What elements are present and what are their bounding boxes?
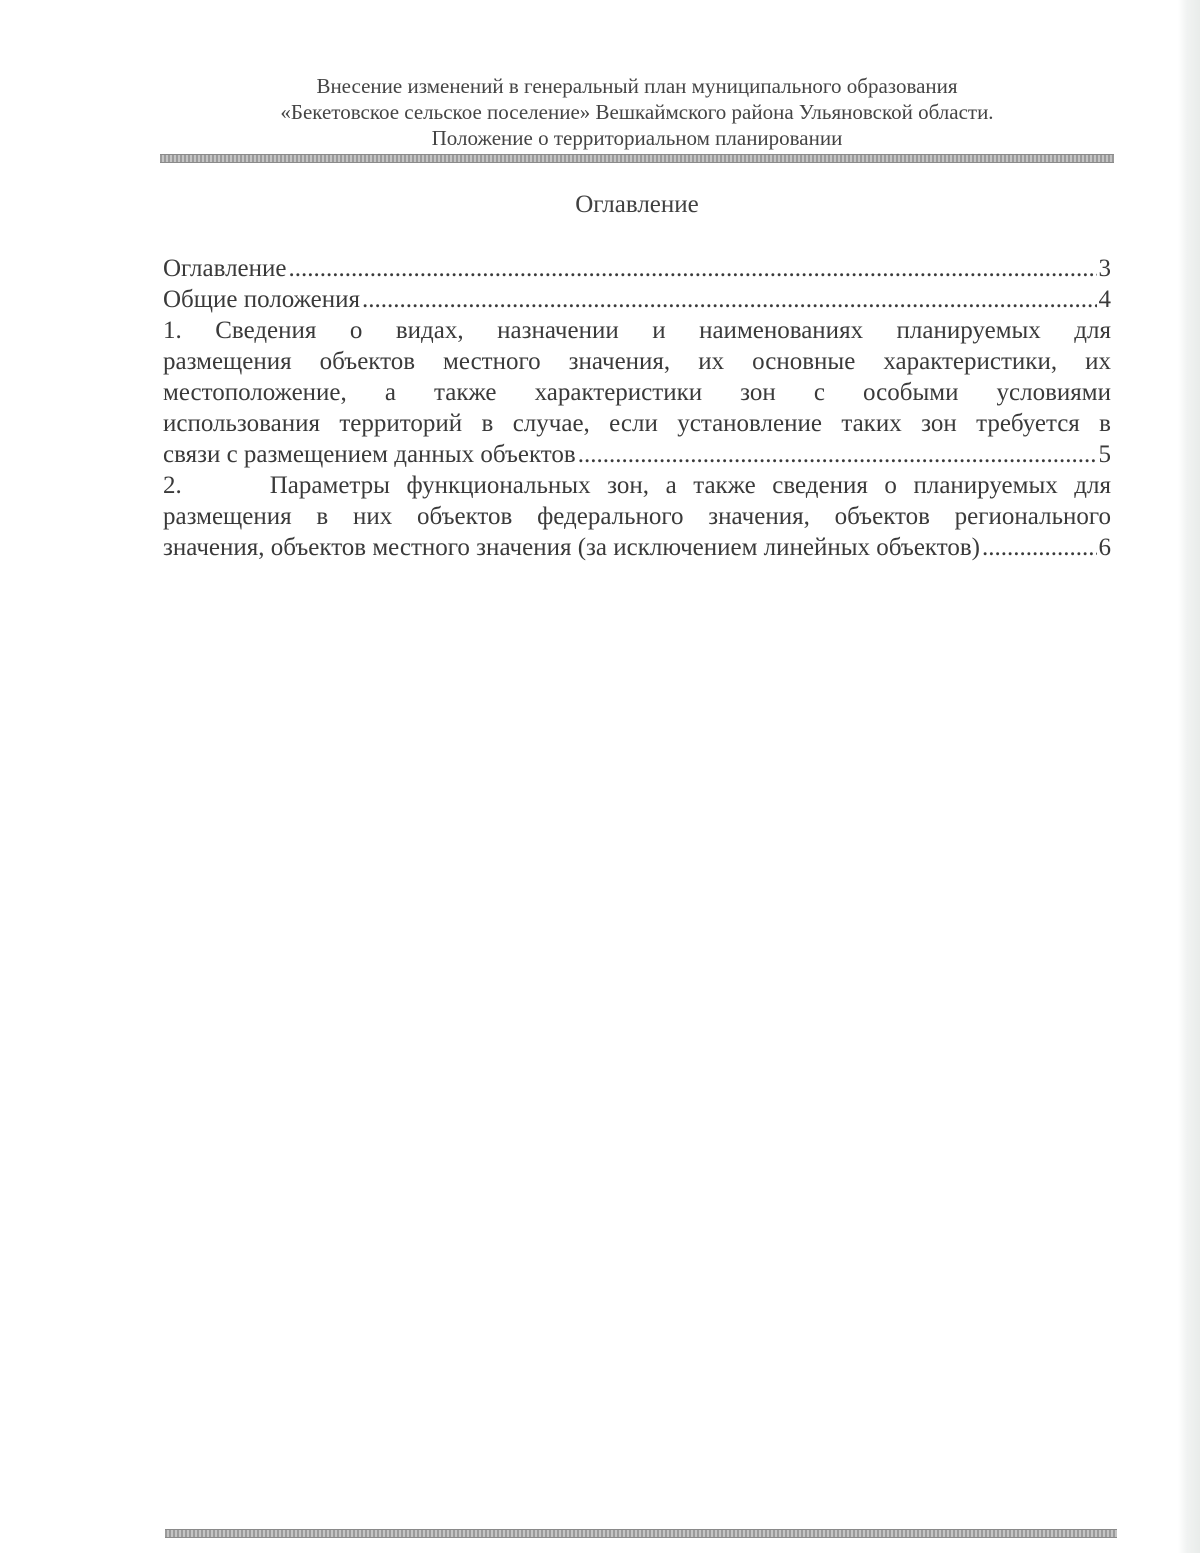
toc-leader-dots <box>289 253 1097 284</box>
toc-entry-label: связи с размещением данных объектов <box>163 441 576 468</box>
table-of-contents <box>163 253 1111 563</box>
toc-entry[interactable] <box>163 470 1111 563</box>
toc-entry-line: размещения объектов местного значения, их основные характеристики, их <box>163 348 1111 375</box>
toc-entry[interactable] <box>163 315 1111 470</box>
toc-title: Оглавление <box>575 191 699 218</box>
toc-entry-line: размещения в них объектов федерального значения, объектов регионального <box>163 503 1111 530</box>
toc-entry-page: 3 <box>1098 255 1111 282</box>
header-line-3: Положение о территориальном планировании <box>431 126 843 150</box>
toc-entry[interactable] <box>163 284 1111 315</box>
toc-entry-line <box>163 315 1111 346</box>
toc-entry-label: Сведения о видах, назначении и наименованиях планируемых для <box>215 317 1111 344</box>
scan-edge <box>1178 0 1200 1553</box>
toc-entry-last-line <box>163 439 1111 470</box>
footer-rule <box>165 1529 1117 1538</box>
header-line-2: «Бекетовское сельское поселение» Вешкаймского района Ульяновской области. <box>280 100 994 124</box>
header-rule <box>160 154 1114 163</box>
toc-leader-dots <box>578 439 1097 470</box>
toc-entry-page: 4 <box>1098 286 1111 313</box>
header-line-1: Внесение изменений в генеральный план муниципального образования <box>316 74 958 98</box>
toc-leader-dots <box>362 284 1097 315</box>
toc-entry-page: 5 <box>1098 441 1111 468</box>
toc-entry-last-line <box>163 532 1111 563</box>
toc-entry-number: 1. <box>163 317 182 344</box>
toc-entry-line: местоположение, а также характеристики зон с особыми условиями <box>163 379 1111 406</box>
toc-entry-label: Оглавление <box>163 255 287 282</box>
document-header <box>160 73 1114 151</box>
toc-entry-label: Общие положения <box>163 286 360 313</box>
toc-entry-label: значения, объектов местного значения (за исключением линейных объектов) <box>163 534 980 561</box>
toc-entry-line <box>163 470 1111 501</box>
toc-entry-line: использования территорий в случае, если установление таких зон требуется в <box>163 410 1111 437</box>
toc-entry[interactable] <box>163 253 1111 284</box>
toc-entry-page: 6 <box>1098 534 1111 561</box>
toc-entry-label: Параметры функциональных зон, а также сведения о планируемых для <box>269 472 1111 499</box>
toc-entry-number: 2. <box>163 472 182 499</box>
toc-leader-dots <box>982 532 1097 563</box>
